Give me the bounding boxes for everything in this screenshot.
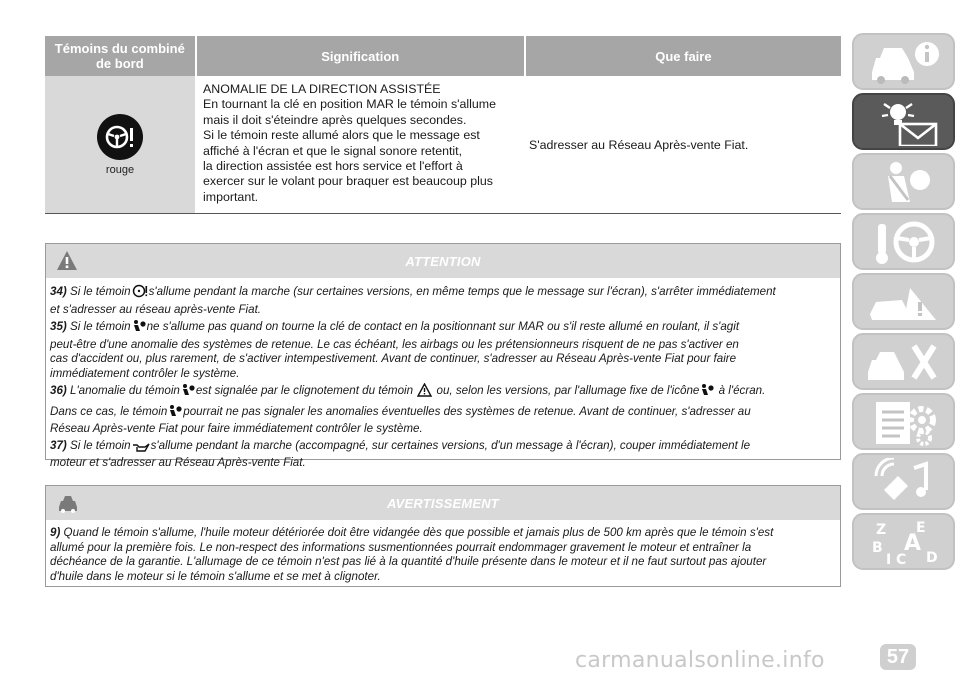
nav-tab-technical-data[interactable] — [852, 393, 955, 450]
note-text: Réseau Après-vente Fiat pour faire immédiatement contrôler le système. — [50, 422, 423, 435]
note-9 — [50, 526, 837, 584]
note-text: Si le témoin — [70, 285, 131, 298]
page-number: 57 — [880, 644, 916, 670]
warning-lights-table — [45, 36, 841, 214]
note-37 — [50, 439, 837, 471]
seat-belt-safety-icon — [864, 158, 944, 206]
nav-tab-multimedia[interactable] — [852, 453, 955, 510]
environment-car-icon — [56, 492, 80, 519]
note-text: moteur et s'adresser au Réseau Après-vente Fiat. — [50, 456, 306, 469]
meaning-line: En tournant la clé en position MAR le témoin s'allume — [203, 97, 497, 112]
avertissement-box — [45, 485, 841, 587]
note-text: Quand le témoin s'allume, l'huile moteur détériorée doit être vidangée dès que possible et jamais plus de 500 km après que le témoin s'est — [63, 526, 774, 539]
note-text: et s'adresser au réseau après-vente Fiat. — [50, 302, 262, 316]
note-text: L'anomalie du témoin — [70, 384, 180, 397]
note-number: 36) — [50, 384, 67, 397]
airbag-warning-icon — [181, 383, 195, 402]
note-text: ou, selon les versions, par l'allumage fixe de l'icône — [436, 384, 700, 397]
nav-tab-warning-lights[interactable] — [852, 93, 955, 150]
note-text: Si le témoin — [70, 320, 131, 333]
car-service-tools-icon — [864, 338, 944, 386]
note-text: s'allume pendant la marche (accompagné, sur certaines versions, d'un message à l'écran), couper immédiatement le — [150, 438, 751, 452]
alphabetical-index-icon — [864, 518, 944, 566]
avertissement-title: AVERTISSEMENT — [387, 495, 499, 511]
nav-tab-index[interactable] — [852, 513, 955, 570]
note-36 — [50, 383, 837, 402]
meaning-line: exercer sur le volant pour braquer est beaucoup plus — [203, 174, 493, 189]
meaning-line: Si le témoin reste allumé alors que le message est — [203, 128, 480, 143]
key-steering-wheel-icon — [864, 218, 944, 266]
note-text: Si le témoin — [70, 438, 131, 452]
emergency-car-icon — [864, 278, 944, 326]
table-row — [45, 76, 841, 214]
note-text: est signalée par le clignotement du témoin — [195, 384, 414, 397]
oil-can-icon — [132, 442, 150, 457]
airbag-warning-icon — [700, 383, 714, 402]
meaning-line: important. — [203, 189, 259, 204]
nav-tab-safety[interactable] — [852, 153, 955, 210]
header-cell-action — [526, 36, 841, 76]
nav-tab-car-info[interactable] — [852, 33, 955, 90]
watermark-text: carmanualsonline.info — [575, 648, 825, 673]
meaning-line: affiché à l'écran et que le signal sonore retentit, — [203, 143, 463, 158]
note-text: pourrait ne pas signaler les anomalies éventuelles des systèmes de retenue. Avant de continuer, s'adresser au — [183, 404, 751, 418]
svg-text:I: I — [885, 551, 891, 566]
note-number: 34) — [50, 285, 67, 298]
note-number: 35) — [50, 320, 67, 333]
header-cell-meaning — [197, 36, 524, 76]
note-text: déchéance de la garantie. L'allumage de ce témoin n'est pas lié à la quantité d'huile présente dans le moteur et il ne faut surtout pas ajouter — [50, 555, 767, 568]
attention-body — [46, 278, 840, 471]
table-header — [45, 36, 841, 76]
attention-header — [46, 244, 840, 278]
meaning-cell — [195, 76, 525, 213]
warning-lights-icon — [864, 98, 944, 146]
warning-triangle-icon — [56, 250, 78, 277]
nav-tab-emergency[interactable] — [852, 273, 955, 330]
note-text: immédiatement contrôler le système. — [50, 366, 240, 380]
airbag-warning-icon — [168, 404, 182, 423]
svg-text:C: C — [895, 551, 906, 566]
lamp-cell — [45, 76, 195, 213]
header-lamps-label: Témoins du combiné de bord — [54, 41, 185, 71]
note-text: peut-être d'une anomalie des systèmes de retenue. Le cas échéant, les airbags ou les prétensionneurs risquent de ne pas s'activer en — [50, 337, 739, 351]
power-steering-warning-icon — [97, 114, 143, 160]
car-info-icon — [864, 38, 944, 86]
attention-box — [45, 243, 841, 469]
svg-text:E: E — [915, 519, 926, 536]
svg-text:B: B — [871, 539, 883, 556]
note-text: allumé pour la première fois. Le non-respect des informations susmentionnées pourrait endommager gravement le moteur et entraîner la — [50, 540, 752, 554]
header-action-label: Que faire — [655, 48, 712, 64]
note-35 — [50, 319, 837, 381]
note-text: Dans ce cas, le témoin — [50, 404, 168, 418]
note-text: d'huile dans le moteur si le témoin s'allume et se met à clignoter. — [50, 569, 381, 583]
avertissement-header — [46, 486, 840, 520]
note-34 — [50, 284, 837, 317]
note-36-continued — [50, 404, 837, 437]
note-text: s'allume pendant la marche (sur certaines versions, en même temps que le message sur l'écran), s'arrêter immédiatement — [148, 285, 776, 298]
svg-text:D: D — [925, 549, 938, 566]
note-number: 9) — [50, 526, 61, 539]
header-meaning-label: Signification — [321, 48, 400, 64]
avertissement-body — [46, 520, 840, 584]
chapter-nav — [852, 33, 955, 573]
meaning-line: mais il doit s'éteindre après quelques secondes. — [203, 112, 467, 127]
airbag-warning-icon — [132, 319, 146, 338]
nav-tab-maintenance[interactable] — [852, 333, 955, 390]
action-text: S'adresser au Réseau Après-vente Fiat. — [529, 137, 749, 152]
power-steering-warning-icon — [132, 284, 148, 303]
lamp-color-label: rouge — [105, 163, 135, 176]
warning-triangle-icon — [417, 383, 432, 402]
action-cell — [525, 76, 841, 213]
multimedia-icon — [864, 458, 944, 506]
svg-text:A: A — [903, 530, 921, 556]
note-text: ne s'allume pas quand on tourne la clé de contact en la positionnant sur MAR ou s'il reste allumé en roulant, il s'agit — [146, 320, 740, 333]
meaning-title: ANOMALIE DE LA DIRECTION ASSISTÉE — [203, 82, 441, 96]
nav-tab-starting-driving[interactable] — [852, 213, 955, 270]
header-cell-lamps — [45, 36, 195, 76]
note-number: 37) — [50, 438, 67, 452]
attention-title: ATTENTION — [405, 253, 481, 269]
specs-list-gear-icon — [864, 398, 944, 446]
note-text: à l'écran. — [718, 384, 766, 397]
svg-text:Z: Z — [875, 521, 886, 538]
meaning-line: la direction assistée est hors service et l'effort à — [203, 159, 463, 174]
note-text: cas d'accident ou, plus rarement, de s'activer intempestivement. Avant de continuer, s'adresser au Réseau Après-vente Fiat pour faire — [50, 352, 737, 365]
